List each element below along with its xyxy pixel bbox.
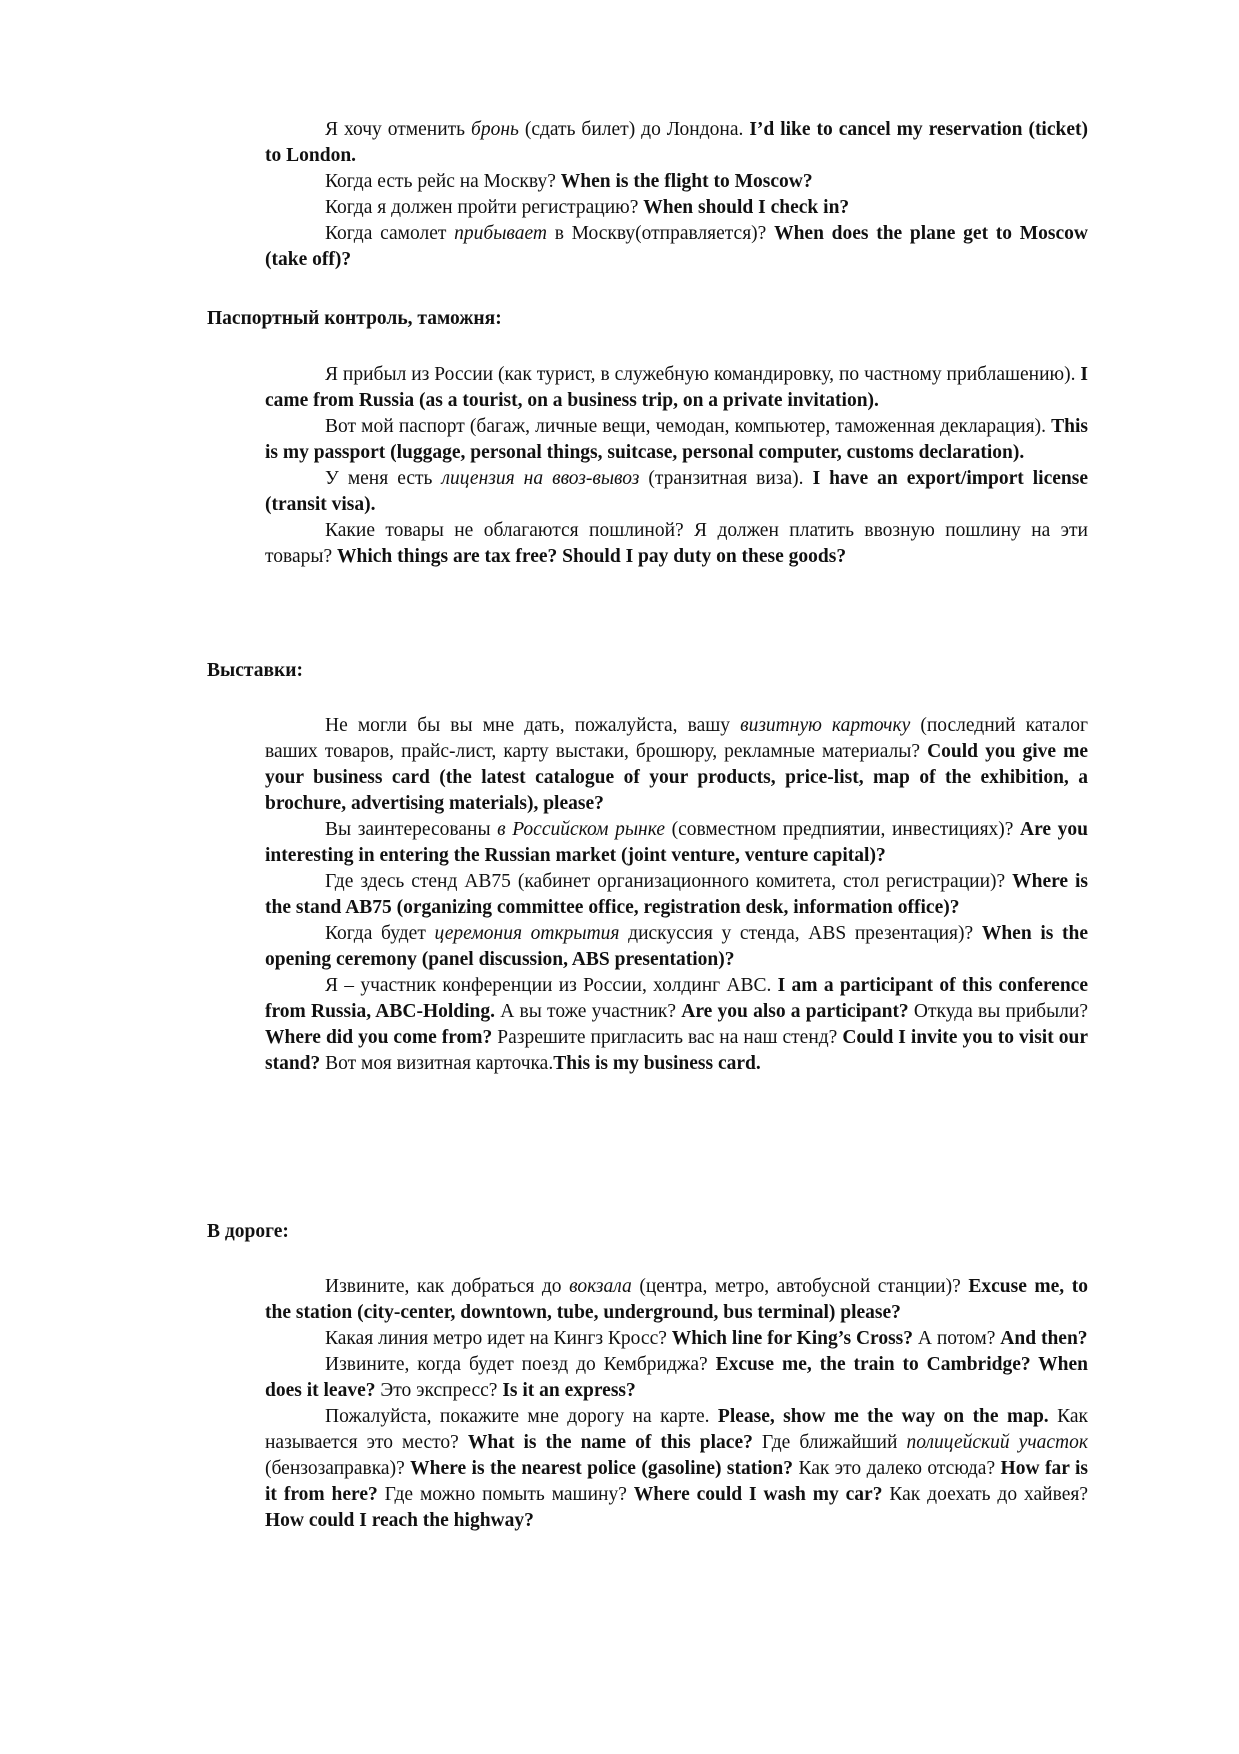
en-translation: Are you interesting in entering the Russian market (joint venture, venture capital)?: [265, 819, 1089, 866]
ru-italic-term: визитную карточку: [740, 715, 911, 736]
ru-text: (центра, метро, автобусной станции)?: [631, 1276, 969, 1297]
ru-italic-term: в Российском рынке: [497, 819, 665, 840]
paragraph-came-from-russia: [265, 362, 1088, 414]
section-on-the-road: [265, 1274, 1088, 1534]
ru-text: Как это далеко отсюда?: [793, 1458, 1001, 1479]
ru-text: Вот мой паспорт (багаж, личные вещи, чемодан, компьютер, таможенная декларация).: [325, 416, 1052, 437]
en-translation: Is it an express?: [502, 1380, 636, 1401]
ru-text: Откуда вы прибыли?: [908, 1001, 1088, 1022]
en-translation: Where is the nearest police (gasoline) station?: [410, 1458, 794, 1479]
en-translation: Are you also a participant?: [681, 1001, 909, 1022]
paragraph-check-in: [265, 195, 1088, 221]
ru-italic-term: бронь: [471, 119, 519, 140]
section-heading-passport-control: Паспортный контроль, таможня:: [207, 308, 502, 329]
ru-text: У меня есть: [325, 468, 442, 489]
ru-text: дискуссия у стенда, ABS презентация)?: [619, 923, 982, 944]
ru-text: (сдать билет) до Лондона.: [518, 119, 750, 140]
ru-text: А вы тоже участник?: [495, 1001, 682, 1022]
en-translation: Please, show me the way on the map.: [717, 1406, 1049, 1427]
ru-italic-term: прибывает: [454, 223, 547, 244]
en-translation: Could you give me your business card (the latest catalogue of your products, price-list, map of the exhibition, a brochure, advertising materials), please?: [265, 741, 1088, 814]
paragraph-business-card: [265, 713, 1088, 817]
en-translation: This is my business card.: [553, 1053, 761, 1074]
en-translation: When does the plane get to Moscow (take off)?: [265, 223, 1088, 270]
ru-text: Где можно помыть машину?: [377, 1484, 634, 1505]
en-translation: Which things are tax free? Should I pay duty on these goods?: [337, 546, 847, 567]
en-translation: When is the flight to Moscow?: [560, 171, 813, 192]
en-translation: Where could I wash my car?: [633, 1484, 883, 1505]
en-translation: Where did you come from?: [265, 1027, 493, 1048]
en-translation: When should I check in?: [643, 197, 850, 218]
ru-text: Когда самолет: [325, 223, 455, 244]
ru-text: Извините, как добраться до: [325, 1276, 570, 1297]
paragraph-directions: [265, 1404, 1088, 1534]
ru-text: Когда я должен пройти регистрацию?: [325, 197, 644, 218]
ru-text: (транзитная виза).: [639, 468, 813, 489]
ru-text: Вы заинтересованы: [325, 819, 498, 840]
ru-text: Какие товары не облагаются пошлиной? Я должен платить ввозную пошлину на эти товары?: [265, 520, 1088, 567]
paragraph-stand-location: [265, 869, 1088, 921]
en-translation: How far is it from here?: [265, 1458, 1088, 1505]
paragraph-opening-ceremony: [265, 921, 1088, 973]
en-translation: I’d like to cancel my reservation (ticket) to London.: [265, 119, 1088, 166]
en-translation: Which line for King’s Cross?: [671, 1328, 914, 1349]
ru-text: в Москву(отправляется)?: [546, 223, 775, 244]
en-translation: This is my passport (luggage, personal things, suitcase, personal computer, customs declaration).: [265, 416, 1088, 463]
paragraph-participant: [265, 973, 1088, 1077]
en-translation: When is the opening ceremony (panel discussion, ABS presentation)?: [265, 923, 1088, 970]
paragraph-duty: [265, 518, 1088, 570]
section-booking: [265, 117, 1088, 273]
en-translation: I have an export/import license (transit visa).: [265, 468, 1088, 515]
ru-text: Когда будет: [325, 923, 435, 944]
ru-text: Как доехать до хайвея?: [882, 1484, 1088, 1505]
section-heading-on-the-road: В дороге:: [207, 1221, 289, 1242]
paragraph-russian-market: [265, 817, 1088, 869]
ru-text: Когда есть рейс на Москву?: [325, 171, 561, 192]
en-translation: Excuse me, to the station (city-center, downtown, tube, underground, bus terminal) please?: [265, 1276, 1088, 1323]
ru-text: Я прибыл из России (как турист, в служебную командировку, по частному приблашению).: [325, 364, 1081, 385]
paragraph-kings-cross: [265, 1326, 1088, 1352]
section-passport-control: [265, 362, 1088, 570]
ru-italic-term: церемония открытия: [434, 923, 620, 944]
ru-text: Я хочу отменить: [325, 119, 472, 140]
ru-text: Я – участник конференции из России, холдинг ABC.: [325, 975, 778, 996]
ru-text: А потом?: [913, 1328, 1001, 1349]
ru-italic-term: вокзала: [569, 1276, 632, 1297]
paragraph-flight-moscow: [265, 169, 1088, 195]
en-translation: Could I invite you to visit our stand?: [265, 1027, 1088, 1074]
paragraph-cancel-reservation: [265, 117, 1088, 169]
en-translation: And then?: [1000, 1328, 1088, 1349]
en-translation: I came from Russia (as a tourist, on a business trip, on a private invitation).: [265, 364, 1088, 411]
ru-text: (последний каталог ваших товаров, прайс-лист, карту выстаки, брошюру, рекламные материалы?: [265, 715, 1088, 762]
ru-text: Извините, когда будет поезд до Кембриджа?: [325, 1354, 716, 1375]
en-translation: What is the name of this place?: [467, 1432, 753, 1453]
paragraph-cambridge-train: [265, 1352, 1088, 1404]
en-translation: Where is the stand AB75 (organizing committee office, registration desk, information office)?: [265, 871, 1088, 918]
paragraph-plane-arrival: [265, 221, 1088, 273]
ru-text: Где ближайший: [752, 1432, 907, 1453]
ru-text: Как называется это место?: [265, 1406, 1088, 1453]
ru-italic-term: полицейский участок: [906, 1432, 1088, 1453]
en-translation: How could I reach the highway?: [265, 1510, 534, 1531]
paragraph-license: [265, 466, 1088, 518]
ru-text: Пожалуйста, покажите мне дорогу на карте.: [325, 1406, 718, 1427]
en-translation: Excuse me, the train to Cambridge? When does it leave?: [265, 1354, 1088, 1401]
section-exhibitions: [265, 713, 1088, 1077]
ru-text: Вот моя визитная карточка.: [320, 1053, 554, 1074]
ru-text: Не могли бы вы мне дать, пожалуйста, вашу: [325, 715, 741, 736]
paragraph-passport: [265, 414, 1088, 466]
ru-text: Разрешите пригласить вас на наш стенд?: [492, 1027, 843, 1048]
en-translation: I am a participant of this conference from Russia, ABC-Holding.: [265, 975, 1088, 1022]
ru-text: (бензозаправка)?: [265, 1458, 411, 1479]
ru-text: Это экспресс?: [375, 1380, 503, 1401]
ru-text: Какая линия метро идет на Кингз Кросс?: [325, 1328, 672, 1349]
paragraph-station: [265, 1274, 1088, 1326]
ru-text: (совместном предпиятии, инвестициях)?: [665, 819, 1021, 840]
ru-text: Где здесь стенд AB75 (кабинет организационного комитета, стол регистрации)?: [325, 871, 1013, 892]
ru-italic-term: лицензия на ввоз-вывоз: [441, 468, 640, 489]
section-heading-exhibitions: Выставки:: [207, 660, 303, 681]
